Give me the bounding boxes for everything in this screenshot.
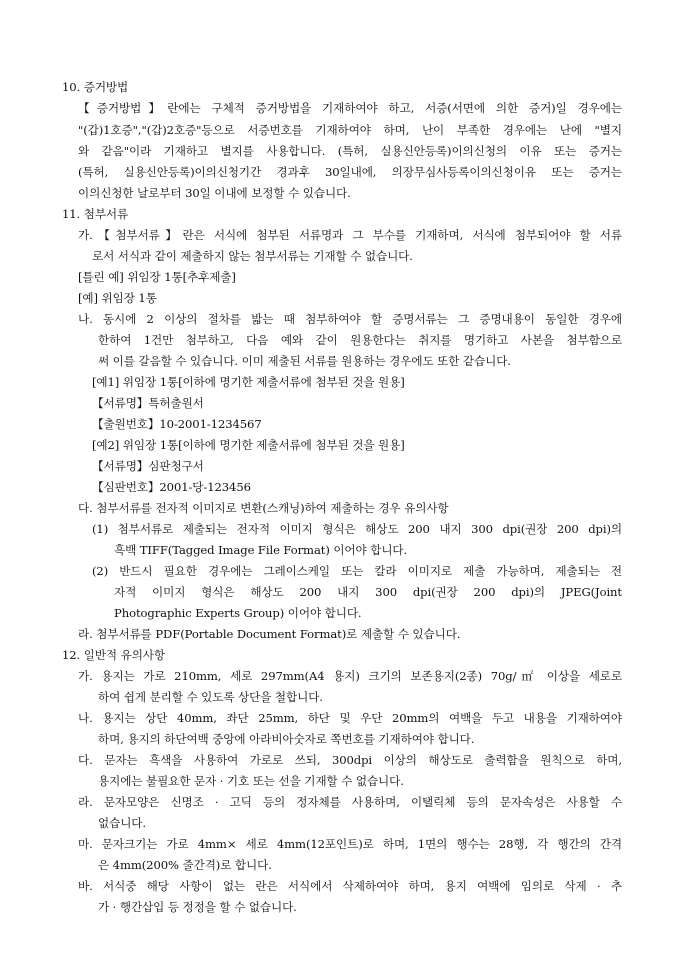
section-11-na-line: 나. 동시에 2 이상의 절차를 밟는 때 첨부하여야 할 증명서류는 그 증명내용이 동일한 경우에 xyxy=(78,312,622,326)
section-10-line: (특허, 실용신안등록)이의신청기간 경과후 30일내에, 의장무심사등록이의신청이유 또는 증거는 xyxy=(78,165,622,179)
section-12-ga-line: 하여 쉽게 분리할 수 있도록 상단을 철합니다. xyxy=(98,690,323,704)
section-12-ma-line: 은 4mm(200% 줄간격)로 합니다. xyxy=(98,858,272,872)
section-10-line: 와 같음"이라 기재하고 별지를 사용합니다. (특허, 실용신안등록)이의신청의 이유 또는 증거는 xyxy=(78,144,622,158)
section-12-da-line: 용지에는 불필요한 문자 · 기호 또는 선을 기재할 수 없습니다. xyxy=(98,774,404,788)
section-11-da1-line: 흑백 TIFF(Tagged Image File Format) 이어야 합니다. xyxy=(114,543,408,557)
section-11-da2-line: (2) 반드시 필요한 경우에는 그레이스케일 또는 칼라 이미지로 제출 가능하며, 제출되는 전 xyxy=(92,564,622,578)
section-12-na-line: 하며, 용지의 하단여백 중앙에 아라비아숫자로 쪽번호를 기재하여야 합니다. xyxy=(98,732,475,746)
example-1-line: [예1] 위임장 1통[이하에 명기한 제출서류에 첨부된 것을 원용] xyxy=(92,375,405,389)
section-12-da-line: 다. 문자는 흑색을 사용하여 가로로 쓰되, 300dpi 이상의 해상도로 출력함을 원칙으로 하며, xyxy=(78,753,622,767)
section-11-heading: 11. 첨부서류 xyxy=(62,207,129,221)
section-12-ga-line: 가. 용지는 가로 210mm, 세로 297mm(A4 용지) 크기의 보존용지(2종) 70g/㎡ 이상을 세로로 xyxy=(78,669,622,683)
section-11-ra: 라. 첨부서류를 PDF(Portable Document Format)로 제출할 수 있습니다. xyxy=(78,627,461,641)
section-12-ma-line: 마. 문자크기는 가로 4mm× 세로 4mm(12포인트)로 하며, 1면의 행수는 28행, 각 행간의 간격 xyxy=(78,837,622,851)
example-2-line: 【심판번호】2001-당-123456 xyxy=(92,480,251,494)
section-11-da2-line: Photographic Experts Group) 이어야 합니다. xyxy=(114,606,362,620)
section-10-line: 【증거방법】란에는 구체적 증거방법을 기재하여야 하고, 서증(서면에 의한 증거)일 경우에는 xyxy=(78,101,622,115)
section-11-da: 다. 첨부서류를 전자적 이미지로 변환(스캐닝)하여 제출하는 경우 유의사항 xyxy=(78,501,449,515)
section-12-ra-line: 라. 문자모양은 신명조 · 고딕 등의 정자체를 사용하며, 이탤릭체 등의 문자속성은 사용할 수 xyxy=(78,795,622,809)
wrong-example: [틀린 예] 위임장 1통[추후제출] xyxy=(78,270,236,284)
section-12-heading: 12. 일반적 유의사항 xyxy=(62,648,166,662)
section-10-line: 이의신청한 날로부터 30일 이내에 보정할 수 있습니다. xyxy=(78,186,351,200)
section-10-heading: 10. 증거방법 xyxy=(62,80,129,94)
example: [예] 위임장 1통 xyxy=(78,291,157,305)
section-11-da1-line: (1) 첨부서류로 제출되는 전자적 이미지 형식은 해상도 200 내지 300 dpi(권장 200 dpi)의 xyxy=(92,522,622,536)
section-11-na-line: 써 이를 갈음할 수 있습니다. 이미 제출된 서류를 원용하는 경우에도 또한 같습니다. xyxy=(98,354,511,368)
section-11-na-line: 한하여 1건만 첨부하고, 다음 예와 같이 원용한다는 취지를 명기하고 사본을 첨부함으로 xyxy=(98,333,622,347)
example-2-line: 【서류명】심판청구서 xyxy=(92,459,204,473)
section-11-da2-line: 자적 이미지 형식은 해상도 200 내지 300 dpi(권장 200 dpi)의 JPEG(Joint xyxy=(114,585,622,599)
section-10-line: "(갑)1호증","(갑)2호증"등으로 서증번호를 기재하여야 하며, 난이 부족한 경우에는 난에 "별지 xyxy=(78,123,622,137)
section-11-ga-line: 로서 서식과 같이 제출하지 않는 첨부서류는 기재할 수 없습니다. xyxy=(92,249,413,263)
section-12-na-line: 나. 용지는 상단 40mm, 좌단 25mm, 하단 및 우단 20mm의 여백을 두고 내용을 기재하여야 xyxy=(78,711,622,725)
section-11-ga-line: 가.【첨부서류】란은 서식에 첨부된 서류명과 그 부수를 기재하며, 서식에 첨부되어야 할 서류 xyxy=(78,228,622,242)
section-12-ba-line: 가 · 행간삽입 등 정정을 할 수 없습니다. xyxy=(98,900,297,914)
section-12-ba-line: 바. 서식중 해당 사항이 없는 란은 서식에서 삭제하여야 하며, 용지 여백에 임의로 삭제 · 추 xyxy=(78,879,622,893)
example-1-line: 【서류명】특허출원서 xyxy=(92,396,204,410)
section-12-ra-line: 없습니다. xyxy=(98,816,146,830)
example-1-line: 【출원번호】10-2001-1234567 xyxy=(92,417,262,431)
example-2-line: [예2] 위임장 1통[이하에 명기한 제출서류에 첨부된 것을 원용] xyxy=(92,438,405,452)
